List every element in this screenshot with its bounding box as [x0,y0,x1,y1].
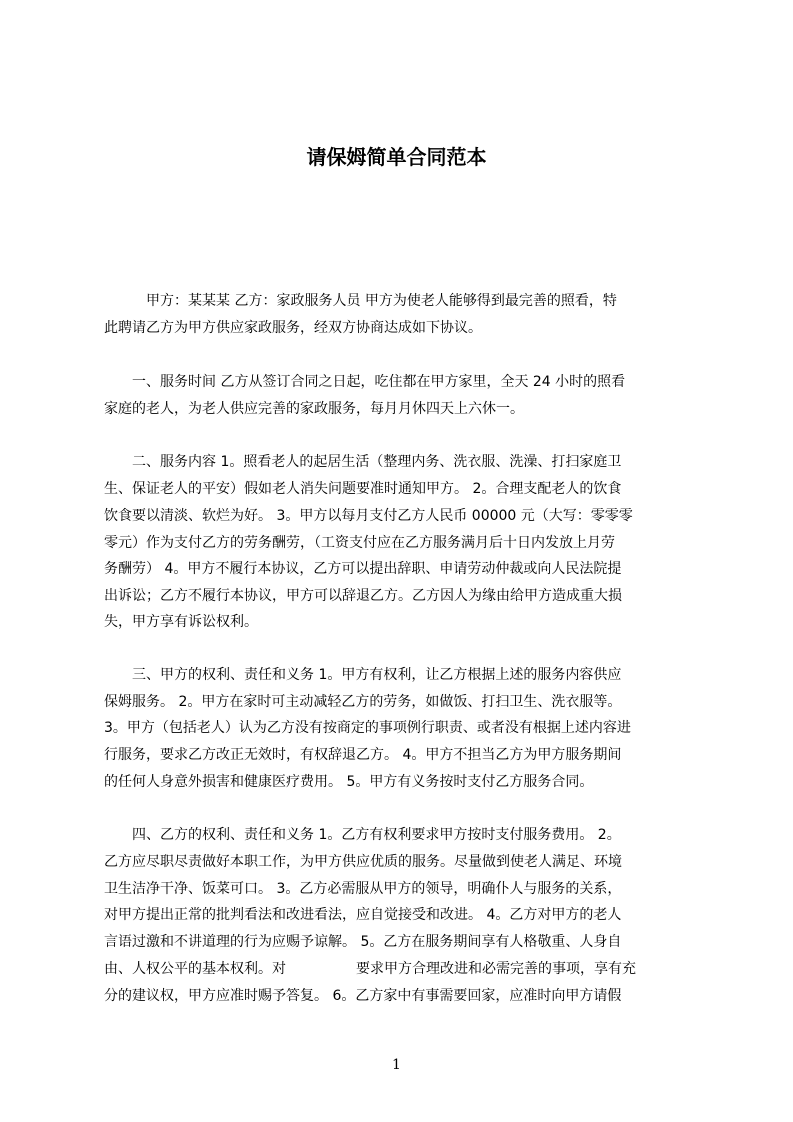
text-line: 此聘请乙方为甲方供应家政服务，经双方协商达成如下协议。 [104,320,482,336]
text-line: 对甲方提出正常的批判看法和改进看法，应自觉接受和改进。 4。乙方对甲方的老人 [104,907,622,923]
text-line: 生、保证老人的平安）假如老人消失问题要准时通知甲方。 2。合理支配老人的饮食 [104,481,622,497]
text-line: 言语过激和不讲道理的行为应赐予谅解。 5。乙方在服务期间享有人格敬重、人身自 [104,934,622,950]
text-line: 务酬劳） 4。甲方不履行本协议，乙方可以提出辞职、申请劳动仲裁或向人民法院提 [104,561,622,577]
text-line: 出诉讼；乙方不履行本协议，甲方可以辞退乙方。乙方因人为缘由给甲方造成重大损 [104,588,622,604]
text-line: 甲方：某某某 乙方：家政服务人员 甲方为使老人能够得到最完善的照看，特 [104,293,617,309]
text-line: 行服务，要求乙方改正无效时，有权辞退乙方。 4。甲方不担当乙方为甲方服务期间 [104,747,622,763]
text-line: 保姆服务。 2。甲方在家时可主动减轻乙方的劳务，如做饭、打扫卫生、洗衣服等。 [104,694,622,710]
text-line: 零元）作为支付乙方的劳务酬劳，（工资支付应在乙方服务满月后十日内发放上月劳 [104,535,615,551]
text-line: 分的建议权，甲方应准时赐予答复。 6。乙方家中有事需要回家，应准时向甲方请假 [104,988,622,1004]
text-line: 饮食要以清淡、软烂为好。 3。甲方以每月支付乙方人民币 00000 元（大写：零零零 [104,508,633,524]
text-line: 由、人权公平的基本权利。对 要求甲方合理改进和必需完善的事项，享有充 [104,961,636,977]
text-line: 三、甲方的权利、责任和义务 1。甲方有权利，让乙方根据上述的服务内容供应 [104,667,622,683]
text-line: 失，甲方享有诉讼权利。 [104,614,258,630]
document-title: 请保姆简单合同范本 [306,145,487,169]
text-line: 四、乙方的权利、责任和义务 1。乙方有权利要求甲方按时支付服务费用。 2。 [104,827,621,843]
page-number: 1 [392,1057,401,1073]
text-line: 二、服务内容 1。照看老人的起居生活（整理内务、洗衣服、洗澡、打扫家庭卫 [104,454,622,470]
text-line: 一、服务时间 乙方从签订合同之日起，吃住都在甲方家里，全天 24 小时的照看 [104,374,626,390]
text-line: 卫生洁净干净、饭菜可口。 3。乙方必需服从甲方的领导，明确仆人与服务的关系， [104,881,622,897]
text-line: 乙方应尽职尽责做好本职工作，为甲方供应优质的服务。尽量做到使老人满足、环境 [104,854,622,870]
text-line: 3。甲方（包括老人）认为乙方没有按商定的事项例行职责、或者没有根据上述内容进 [104,720,631,736]
text-line: 家庭的老人，为老人供应完善的家政服务，每月月休四天上六休一。 [104,401,524,417]
text-line: 的任何人身意外损害和健康医疗费用。 5。甲方有义务按时支付乙方服务合同。 [104,774,594,790]
